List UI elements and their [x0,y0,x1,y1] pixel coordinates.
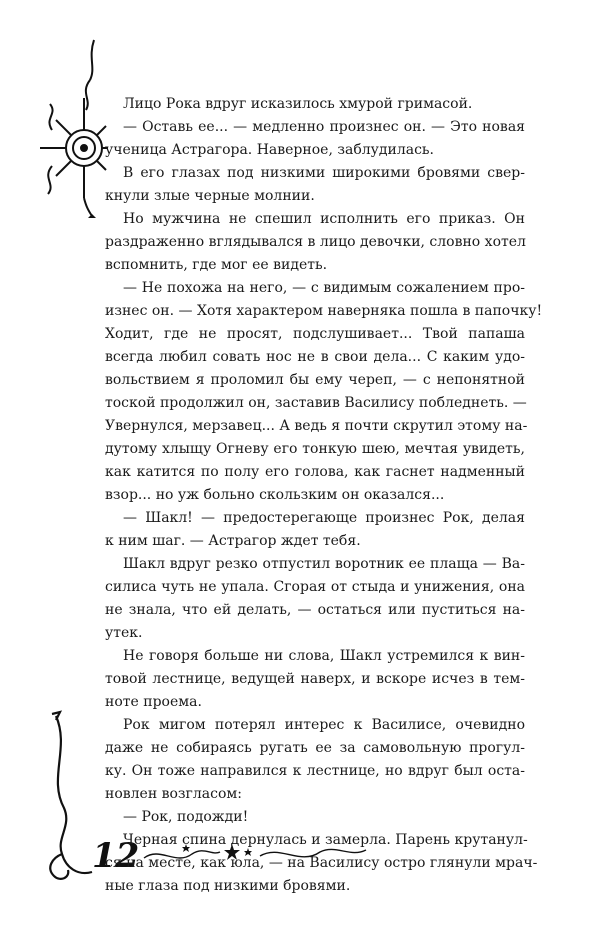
text-line: вспомнить, где мог ее видеть. [105,257,328,273]
text-line: В его глазах под низкими широкими бровями свер- [123,165,525,181]
text-line: Но мужчина не спешил исполнить его приказ. Он [123,211,525,227]
text-line: товой лестнице, ведущей наверх, и вскоре исчез в тем- [105,671,525,687]
text-line: новлен возгласом: [105,786,242,802]
paragraph [105,162,525,208]
compass-sun-ornament-icon [30,38,110,218]
paragraph [105,277,543,507]
text-line: изнес он. — Хотя характером наверняка пошла в папочку! [105,303,543,319]
text-line: — Рок, подожди! [123,809,249,825]
text-line: не знала, что ей делать, — остаться или пуститься на- [105,602,525,618]
paragraph [105,645,525,714]
text-line: Увернулся, мерзавец... А ведь я почти скрутил этому на- [105,418,528,434]
text-line: ученица Астрагора. Наверное, заблудилась. [105,142,434,158]
paragraph [105,507,525,553]
text-line: ноте проема. [105,694,202,710]
text-line: тоской продолжил он, заставив Василису побледнеть. — [105,395,527,411]
paragraph [105,553,525,645]
text-line: Лицо Рока вдруг исказилось хмурой гримасой. [123,96,473,112]
paragraph [105,829,538,898]
text-line: — Не похожа на него, — с видимым сожалением про- [123,280,525,296]
text-line: ку. Он тоже направился к лестнице, но вдруг был оста- [105,763,525,779]
page-number: 12 [92,836,140,876]
text-line: — Шакл! — предостерегающе произнес Рок, делая [123,510,525,526]
text-line: кнули злые черные молнии. [105,188,315,204]
paragraph [105,714,525,806]
book-page-text [105,93,543,898]
text-line: Рок мигом потерял интерес к Василисе, очевидно [123,717,525,733]
text-line: дутому хлыщу Огневу его тонкую шею, мечтая увидеть, [105,441,525,457]
paragraph [105,806,525,829]
text-line: Шакл вдруг резко отпустил воротник ее плаща — Ва- [123,556,525,572]
text-line: как катится по полу его голова, как гаснет надменный [105,464,525,480]
paragraph [105,93,525,116]
text-line: всегда любил совать нос не в свои дела... С каким удо- [105,349,525,365]
text-line: Ходит, где не просят, подслушивает... Твой папаша [105,326,525,342]
text-line: утек. [105,625,143,641]
text-line: — Оставь ее... — медленно произнес он. — Это новая [123,119,525,135]
text-line: Не говоря больше ни слова, Шакл устремился к вин- [123,648,525,664]
text-line: ся на месте, как юла, — на Василису остро глянули мрач- [105,855,538,871]
text-line: взор... но уж больно скользким он оказался... [105,487,445,503]
paragraph [105,208,525,277]
paragraph [105,116,525,162]
text-line: силиса чуть не упала. Сгорая от стыда и унижения, она [105,579,525,595]
text-line: вольствием я проломил бы ему череп, — с непонятной [105,372,525,388]
text-line: к ним шаг. — Астрагор ждет тебя. [105,533,361,549]
text-line: даже не собираясь ругать ее за самовольную прогул- [105,740,525,756]
text-line: раздраженно вглядывался в лицо девочки, словно хотел [105,234,526,250]
text-line: Черная спина дернулась и замерла. Парень крутанул- [123,832,528,848]
text-line: ные глаза под низкими бровями. [105,878,351,894]
